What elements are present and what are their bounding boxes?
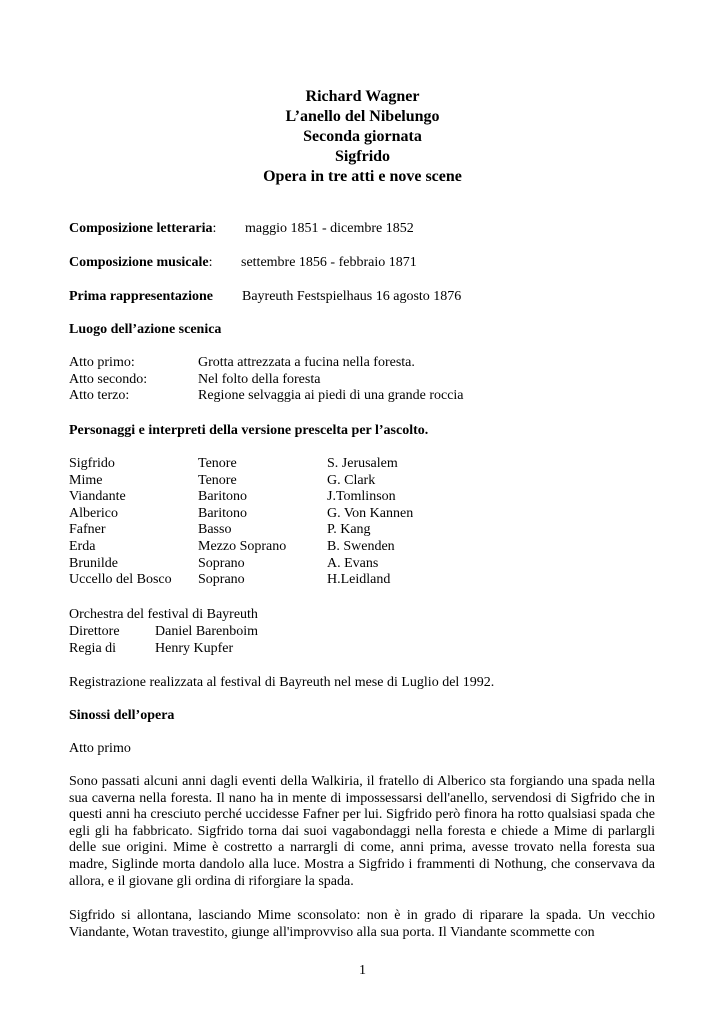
cast-singer: J.Tomlinson [327, 489, 396, 505]
prima-value: Bayreuth Festspielhaus 16 agosto 1876 [242, 289, 462, 304]
composizione-musicale-label: Composizione musicale [69, 255, 209, 270]
staff-name: Daniel Barenboim [155, 624, 259, 639]
title-block [0, 87, 725, 187]
cast-voice: Baritono [198, 489, 247, 505]
act-label: Atto secondo: [69, 371, 148, 387]
cast-voice: Tenore [198, 472, 237, 488]
act-label: Atto primo: [69, 355, 135, 370]
cast-role: Alberico [69, 505, 118, 521]
act-label: Atto terzo: [69, 388, 130, 404]
composizione-musicale-sep: : [208, 255, 213, 270]
sinossi-paragraph-2: Sigfrido si allontana, lasciando Mime sconsolato: non è in grado di riparare la spada. Un vecchio Viandante, Wotan travestito, giunge all'improvviso alla sua porta. Il Viandante scommette con [69, 908, 655, 940]
cast-voice: Soprano [198, 555, 245, 571]
cast-role: Viandante [69, 489, 126, 505]
title-subtitle: Opera in tre atti e nove scene [263, 168, 462, 185]
composizione-letteraria [69, 221, 414, 238]
cast-singer: B. Swenden [327, 538, 395, 554]
title-author: Richard Wagner [305, 88, 420, 105]
cast-voice: Soprano [198, 572, 245, 588]
atto-primo-heading: Atto primo [69, 741, 131, 756]
cast-voice: Tenore [198, 456, 237, 471]
cast-voice: Basso [198, 522, 232, 538]
cast-singer: H.Leidland [327, 572, 391, 588]
cast-role: Mime [69, 472, 103, 488]
composizione-letteraria-sep: : [212, 221, 217, 236]
sinossi-heading: Sinossi dell’opera [69, 708, 175, 723]
luogo-heading: Luogo dell’azione scenica [69, 322, 222, 337]
cast-singer: A. Evans [327, 555, 379, 571]
cast-singer: G. Clark [327, 472, 376, 488]
sinossi-paragraph-1: Sono passati alcuni anni dagli eventi della Walkiria, il fratello di Alberico sta forgiando una spada nella sua caverna nella foresta. Il nano ha in mente di impossessarsi dell'anello, servendosi di Sigfrido che in questi anni ha cresciuto perché uccidesse Fafner per lui. Sigfrido però finora ha rotto qualsiasi spada che egli gli ha fabbricato. Sigfrido torna dai suoi vagabondaggi nella foresta e chiede a Mime di parlargli delle sue origini. Mime è costretto a narrargli di come, anni prima, avesse trovato nella foresta sua madre, Siglinde morta dandolo alla luce. Mostra a Sigfrido i frammenti di Nothung, che conservava da allora, e il giovane gli ordina di riforgiare la spada. [69, 774, 655, 889]
title-opera: Sigfrido [334, 148, 391, 165]
act-place: Nel folto della foresta [198, 371, 321, 387]
cast-role: Fafner [69, 522, 106, 538]
page-number: 1 [359, 963, 366, 978]
staff-role: Regia di [69, 640, 117, 656]
cast-singer: P. Kang [327, 522, 371, 538]
staff-role: Direttore [69, 624, 120, 639]
registrazione: Registrazione realizzata al festival di Bayreuth nel mese di Luglio del 1992. [69, 675, 495, 690]
prima-label: Prima rappresentazione [69, 289, 213, 304]
cast-role: Uccello del Bosco [69, 572, 172, 588]
staff-name: Henry Kupfer [155, 640, 234, 656]
cast-role: Brunilde [69, 555, 118, 571]
act-place: Regione selvaggia ai piedi di una grande roccia [198, 388, 464, 404]
composizione-musicale-value: settembre 1856 - febbraio 1871 [241, 255, 417, 270]
cast-singer: S. Jerusalem [327, 456, 398, 471]
prima-rappresentazione [69, 289, 462, 306]
cast-role: Erda [69, 538, 96, 554]
orchestra: Orchestra del festival di Bayreuth [69, 607, 258, 622]
composizione-musicale [69, 255, 417, 272]
composizione-letteraria-value: maggio 1851 - dicembre 1852 [245, 221, 414, 236]
cast-singer: G. Von Kannen [327, 505, 414, 521]
title-cycle: L’anello del Nibelungo [285, 108, 440, 125]
composizione-letteraria-label: Composizione letteraria [69, 221, 213, 236]
cast-heading: Personaggi e interpreti della versione prescelta per l’ascolto. [69, 423, 429, 438]
cast-voice: Baritono [198, 505, 247, 521]
cast-voice: Mezzo Soprano [198, 538, 287, 554]
act-place: Grotta attrezzata a fucina nella foresta. [198, 355, 415, 370]
title-day: Seconda giornata [303, 128, 422, 145]
cast-role: Sigfrido [69, 456, 115, 471]
